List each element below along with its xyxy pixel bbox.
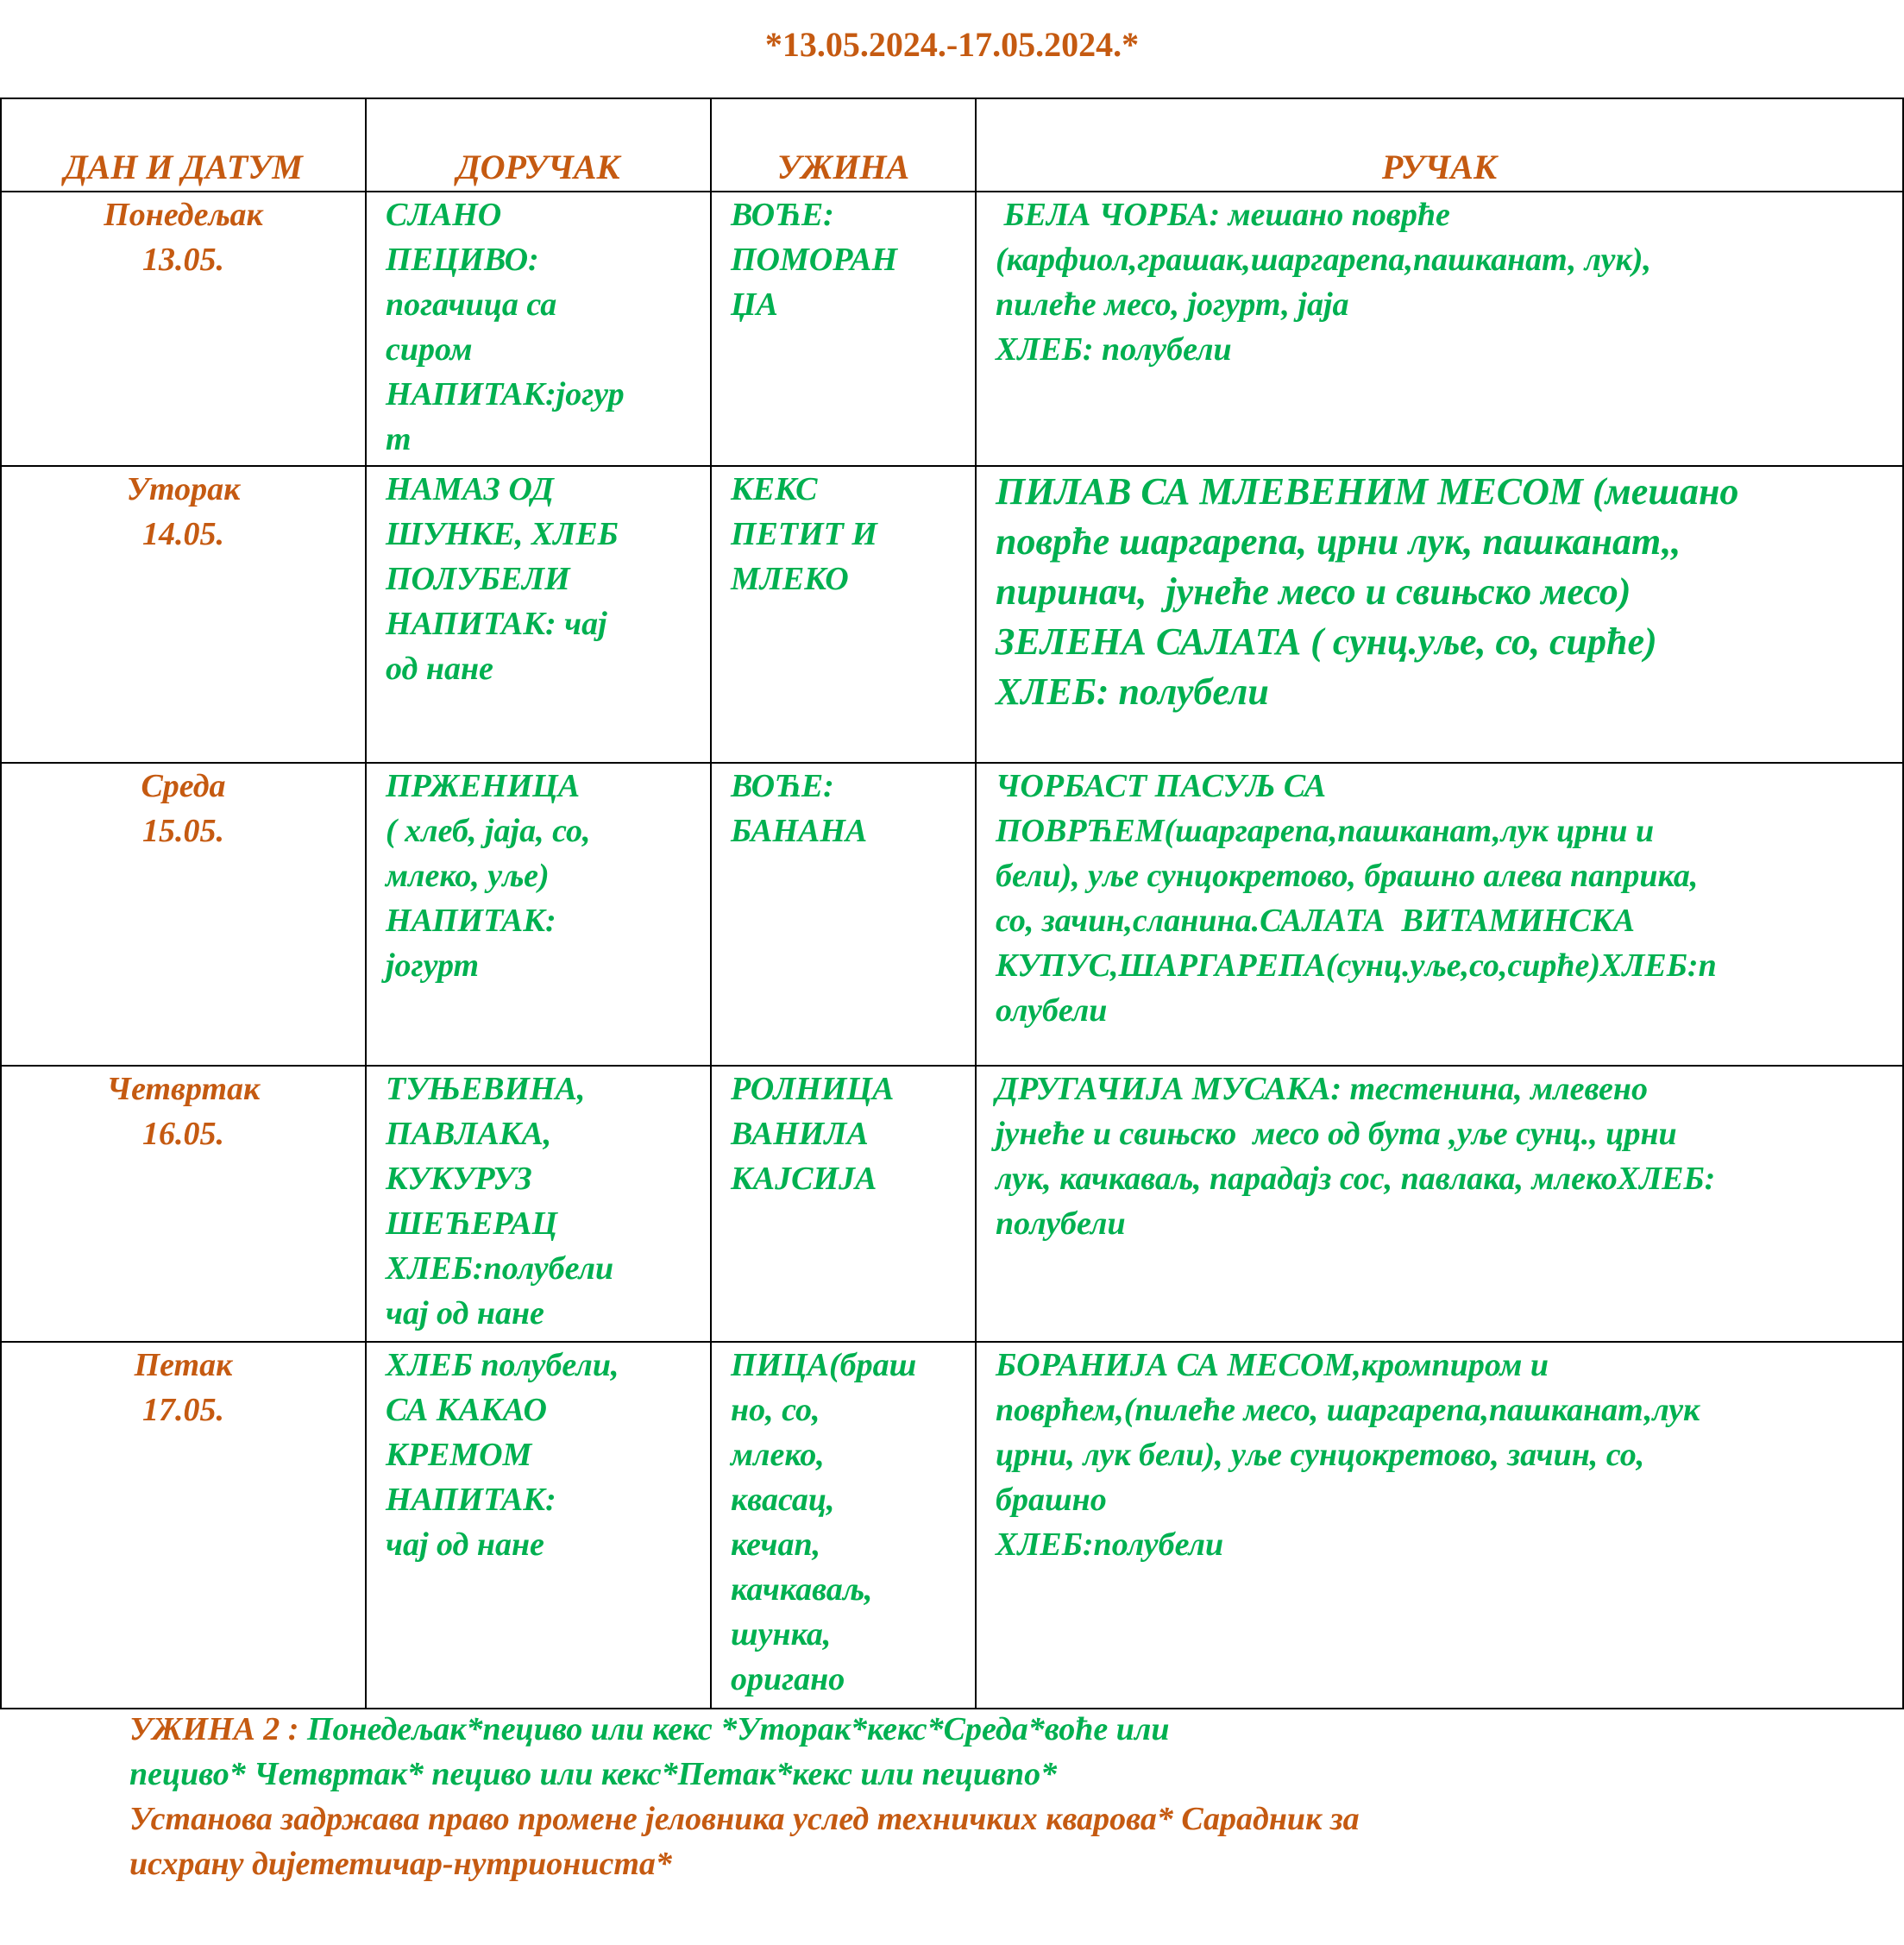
breakfast-line: јогурт — [386, 947, 480, 984]
day-row — [1, 1342, 1903, 1709]
snack-cell — [711, 763, 976, 1066]
day-cell — [1, 1342, 366, 1709]
lunch-line: ПИЛАВ СА МЛЕВЕНИМ МЕСОМ (мешано — [996, 470, 1739, 513]
footer-notes — [129, 1707, 1682, 1886]
day-row — [1, 192, 1903, 466]
lunch-line: поврћем,(пилеће месо, шаргарепа,пашканат,лук — [996, 1392, 1700, 1428]
snack-line: кечап, — [731, 1526, 821, 1563]
breakfast-line: ХЛЕБ полубели, — [386, 1347, 619, 1383]
lunch-line: ХЛЕБ:полубели — [996, 1526, 1224, 1563]
breakfast-line: ШУНКЕ, ХЛЕБ — [386, 516, 619, 552]
snack-line: шунка, — [731, 1616, 832, 1652]
header-day: ДАН И ДАТУМ — [1, 98, 366, 192]
header-breakfast: ДОРУЧАК — [366, 98, 711, 192]
snack-line: ПИЦА(браш — [731, 1347, 917, 1383]
lunch-line: БЕЛА ЧОРБА: мешано поврће — [996, 197, 1450, 233]
breakfast-line: погачица са — [386, 286, 557, 323]
snack-line: качкаваљ, — [731, 1571, 873, 1608]
snack-line: ЏА — [731, 286, 778, 323]
lunch-line: бели), уље сунцокретово, брашно алева паприка, — [996, 858, 1699, 894]
snack-line: ПОМОРАН — [731, 242, 898, 278]
breakfast-line: ПАВЛАКА, — [386, 1116, 552, 1152]
breakfast-cell — [366, 1066, 711, 1342]
snack-line: оригано — [731, 1661, 845, 1697]
breakfast-line: ( хлеб, јаја, со, — [386, 813, 591, 849]
breakfast-line: ХЛЕБ:полубели — [386, 1250, 614, 1287]
lunch-line: ХЛЕБ: полубели — [996, 331, 1232, 368]
lunch-line: ХЛЕБ: полубели — [996, 670, 1269, 713]
notice-line-2: исхрану дијететичар-нутриониста* — [129, 1846, 672, 1882]
day-cell — [1, 192, 366, 466]
day-date: 13.05. — [142, 242, 224, 278]
breakfast-line: чај од нане — [386, 1526, 544, 1563]
day-date: 16.05. — [142, 1116, 224, 1152]
day-date: 15.05. — [142, 813, 224, 849]
day-row — [1, 763, 1903, 1066]
day-date: 17.05. — [142, 1392, 224, 1428]
snack-line: ВОЋЕ: — [731, 197, 834, 233]
lunch-line: пиринач, јунеће месо и свињско месо) — [996, 570, 1631, 613]
breakfast-line: НАПИТАК: — [386, 1482, 556, 1518]
snack2-line-1 — [129, 1707, 1682, 1752]
day-cell — [1, 1066, 366, 1342]
lunch-cell — [976, 1342, 1903, 1709]
breakfast-line: т — [386, 421, 412, 457]
lunch-line: ДРУГАЧИЈА МУСАКА: тестенина, млевено — [996, 1071, 1648, 1107]
breakfast-line: НАПИТАК: чај — [386, 606, 607, 642]
breakfast-line: чај од нане — [386, 1295, 544, 1331]
breakfast-line: од нане — [386, 651, 493, 687]
day-name: Четвртак — [106, 1071, 261, 1107]
lunch-line: пилеће месо, јогурт, јаја — [996, 286, 1349, 323]
lunch-line: полубели — [996, 1205, 1126, 1242]
lunch-line: КУПУС,ШАРГАРЕПА(сунц.уље,со,сирће)ХЛЕБ:п — [996, 947, 1717, 984]
day-name: Понедељак — [104, 197, 263, 233]
breakfast-line: КУКУРУЗ — [386, 1161, 532, 1197]
lunch-line: брашно — [996, 1482, 1107, 1518]
snack-line: ВАНИЛА — [731, 1116, 869, 1152]
breakfast-line: НАПИТАК: — [386, 903, 556, 939]
snack-line: МЛЕКО — [731, 561, 849, 597]
lunch-line: црни, лук бели), уље сунцокретово, зачин, со, — [996, 1437, 1645, 1473]
snack-line: БАНАНА — [731, 813, 868, 849]
breakfast-cell — [366, 192, 711, 466]
snack-cell — [711, 1066, 976, 1342]
snack-line: но, со, — [731, 1392, 820, 1428]
snack2-label: УЖИНА 2 : — [129, 1711, 307, 1747]
snack-line: ВОЋЕ: — [731, 768, 834, 804]
breakfast-line: НАМАЗ ОД — [386, 471, 554, 507]
day-name: Петак — [134, 1347, 233, 1383]
snack-cell — [711, 466, 976, 763]
day-date: 14.05. — [142, 516, 224, 552]
snack2-text-1: Понедељак*пециво или кекс *Уторак*кекс*Среда*воће или — [306, 1711, 1170, 1747]
lunch-line: со, зачин,сланина.САЛАТА ВИТАМИНСКА — [996, 903, 1635, 939]
lunch-line: јунеће и свињско месо од бута ,уље сунц., црни — [996, 1116, 1677, 1152]
lunch-line: ЗЕЛЕНА САЛАТА ( сунц.уље, со, сирће) — [996, 620, 1657, 663]
week-title: *13.05.2024.-17.05.2024.* — [764, 25, 1140, 64]
header-row — [1, 98, 1903, 192]
menu-table — [0, 98, 1904, 1709]
notice-line-1: Установа задржава право промене јеловника услед техничких кварова* Сарадник за — [129, 1801, 1360, 1837]
breakfast-line: НАПИТАК:јогур — [386, 376, 625, 412]
snack-cell — [711, 192, 976, 466]
lunch-cell — [976, 763, 1903, 1066]
breakfast-line: ПЕЦИВО: — [386, 242, 539, 278]
breakfast-cell — [366, 1342, 711, 1709]
snack-line: РОЛНИЦА — [731, 1071, 895, 1107]
lunch-cell — [976, 466, 1903, 763]
breakfast-line: сиром — [386, 331, 473, 368]
snack-line: КЕКС — [731, 471, 818, 507]
breakfast-line: ШЕЋЕРАЦ — [386, 1205, 558, 1242]
lunch-line: ПОВРЋЕМ(шаргарепа,пашканат,лук црни и — [996, 813, 1655, 849]
lunch-line: поврће шаргарепа, црни лук, пашканат,, — [996, 520, 1681, 563]
lunch-cell — [976, 192, 1903, 466]
breakfast-line: ПОЛУБЕЛИ — [386, 561, 570, 597]
header-lunch: РУЧАК — [976, 98, 1903, 192]
day-row — [1, 466, 1903, 763]
breakfast-cell — [366, 763, 711, 1066]
day-cell — [1, 763, 366, 1066]
breakfast-line: СЛАНО — [386, 197, 502, 233]
snack2-line-2: пециво* Четвртак* пециво или кекс*Петак*кекс или пецивпо* — [129, 1756, 1058, 1792]
header-snack: УЖИНА — [711, 98, 976, 192]
day-cell — [1, 466, 366, 763]
breakfast-line: ПРЖЕНИЦА — [386, 768, 581, 804]
snack-line: ПЕТИТ И — [731, 516, 877, 552]
day-name: Уторак — [126, 471, 241, 507]
breakfast-cell — [366, 466, 711, 763]
snack-line: КАЈСИЈА — [731, 1161, 877, 1197]
lunch-line: (карфиол,грашак,шаргарепа,пашканат, лук), — [996, 242, 1651, 278]
day-name: Среда — [141, 768, 226, 804]
lunch-line: лук, качкаваљ, парадајз сос, павлака, млекоХЛЕБ: — [996, 1161, 1716, 1197]
breakfast-line: ТУЊЕВИНА, — [386, 1071, 586, 1107]
snack-line: млеко, — [731, 1437, 825, 1473]
snack-line: квасац, — [731, 1482, 835, 1518]
lunch-line: БОРАНИЈА СА МЕСОМ,кромпиром и — [996, 1347, 1549, 1383]
lunch-cell — [976, 1066, 1903, 1342]
lunch-line: ЧОРБАСТ ПАСУЉ СА — [996, 768, 1327, 804]
day-row — [1, 1066, 1903, 1342]
breakfast-line: млеко, уље) — [386, 858, 550, 894]
breakfast-line: КРЕМОМ — [386, 1437, 532, 1473]
snack-cell — [711, 1342, 976, 1709]
lunch-line: олубели — [996, 992, 1108, 1029]
breakfast-line: СА КАКАО — [386, 1392, 547, 1428]
